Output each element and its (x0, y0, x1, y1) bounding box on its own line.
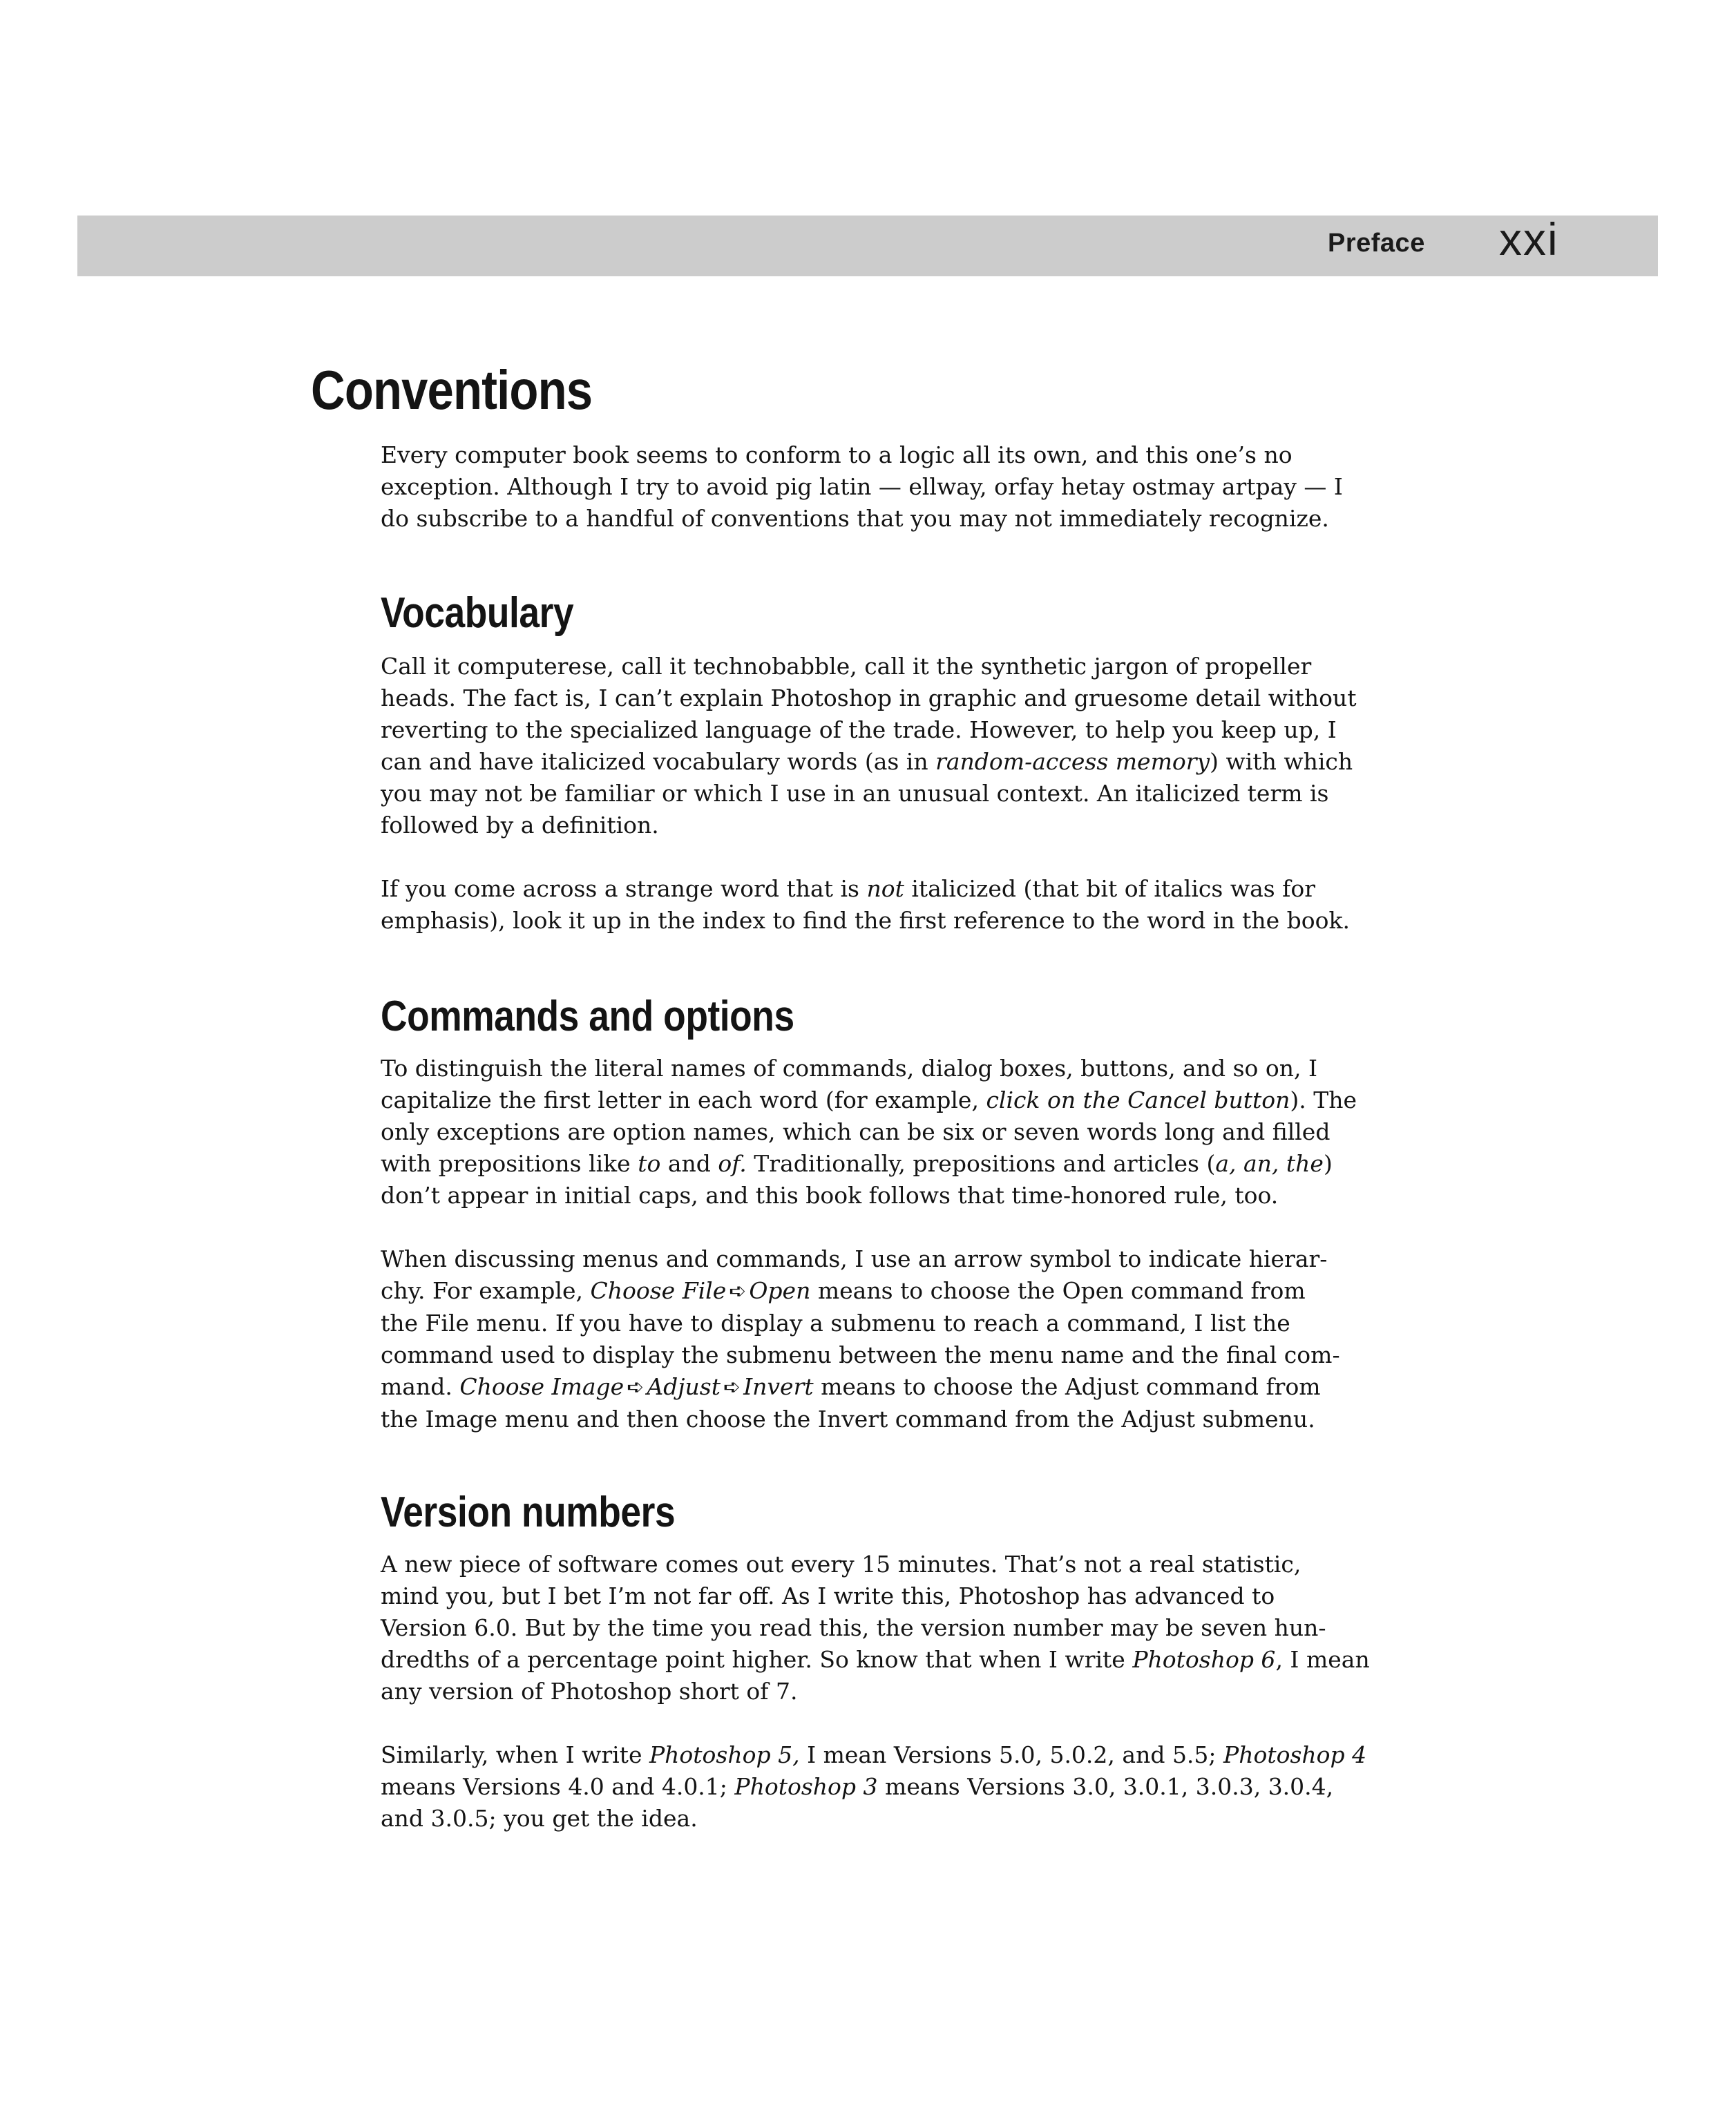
text-line: do subscribe to a handful of conventions that you may not immediately recognize. (381, 505, 1329, 532)
text-line: reverting to the specialized language of the trade. However, to help you keep up, I (381, 716, 1337, 743)
text-line: mind you, but I bet I’m not far off. As I write this, Photoshop has advanced to (381, 1582, 1275, 1609)
text-line: heads. The fact is, I can’t explain Photoshop in graphic and gruesome detail without (381, 685, 1357, 711)
text-line: When discussing menus and commands, I use an arrow symbol to indicate hierar- (381, 1245, 1328, 1272)
menu-arrow-icon: ➪ (723, 1375, 741, 1399)
running-header-section: Preface (1328, 229, 1425, 258)
vocabulary-paragraph-2 (381, 873, 1431, 937)
versions-paragraph-2 (381, 1739, 1431, 1835)
menu-arrow-icon: ➪ (729, 1279, 747, 1303)
version-numbers-heading: Version numbers (381, 1489, 676, 1536)
text-line: only exceptions are option names, which can be six or seven words long and filled (381, 1118, 1330, 1145)
text-line: followed by a definition. (381, 812, 659, 839)
chapter-section-title: Conventions (311, 359, 593, 421)
text-line: capitalize the first letter in each word (for example, click on the Cancel button). The (381, 1087, 1357, 1113)
text-line: the Image menu and then choose the Invert command from the Adjust submenu. (381, 1406, 1315, 1433)
text-line: If you come across a strange word that is not italicized (that bit of italics was for (381, 875, 1316, 902)
commands-heading: Commands and options (381, 993, 794, 1040)
commands-paragraph-2 (381, 1243, 1431, 1435)
text-line: chy. For example, Choose File ➪ Open means to choose the Open command from (381, 1275, 1431, 1308)
intro-paragraph (381, 439, 1431, 535)
text-line: don’t appear in initial caps, and this book follows that time-honored rule, too. (381, 1182, 1279, 1209)
text-line: To distinguish the literal names of commands, dialog boxes, buttons, and so on, I (381, 1055, 1318, 1082)
text-line: emphasis), look it up in the index to find the first reference to the word in the book. (381, 907, 1350, 934)
text-line: with prepositions like to and of. Traditionally, prepositions and articles (a, an, the) (381, 1150, 1333, 1177)
text-line: means Versions 4.0 and 4.0.1; Photoshop 3 means Versions 3.0, 3.0.1, 3.0.3, 3.0.4, (381, 1773, 1334, 1800)
text-line: Call it computerese, call it technobabble, call it the synthetic jargon of propeller (381, 653, 1312, 680)
text-line: exception. Although I try to avoid pig latin — ellway, orfay hetay ostmay artpay — I (381, 473, 1343, 500)
text-line: can and have italicized vocabulary words (as in random-access memory) with which (381, 748, 1353, 775)
text-line: dredths of a percentage point higher. So know that when I write Photoshop 6, I mean (381, 1646, 1370, 1673)
text-line: Every computer book seems to conform to a logic all its own, and this one’s no (381, 441, 1293, 468)
text-line: mand. Choose Image ➪ Adjust ➪ Invert means to choose the Adjust command from (381, 1371, 1431, 1404)
italic-term: random-access memory (935, 748, 1210, 775)
text-line: Similarly, when I write Photoshop 5, I mean Versions 5.0, 5.0.2, and 5.5; Photoshop 4 (381, 1741, 1367, 1768)
text-line: and 3.0.5; you get the idea. (381, 1805, 698, 1832)
commands-paragraph-1 (381, 1053, 1431, 1212)
menu-arrow-icon: ➪ (627, 1375, 645, 1399)
text-line: the File menu. If you have to display a submenu to reach a command, I list the (381, 1310, 1290, 1337)
vocabulary-paragraph-1 (381, 651, 1431, 841)
vocabulary-heading: Vocabulary (381, 589, 574, 637)
italic-example: click on the Cancel button (986, 1087, 1290, 1113)
versions-paragraph-1 (381, 1549, 1431, 1707)
text-line: A new piece of software comes out every 15 minutes. That’s not a real statistic, (381, 1551, 1301, 1578)
italic-emphasis: not (866, 875, 904, 902)
text-line: you may not be familiar or which I use in an unusual context. An italicized term is (381, 780, 1329, 807)
page-number: xxi (1499, 213, 1559, 265)
text-line: Version 6.0. But by the time you read this, the version number may be seven hun- (381, 1614, 1326, 1641)
text-line: any version of Photoshop short of 7. (381, 1678, 798, 1705)
text-line: command used to display the submenu between the menu name and the final com- (381, 1341, 1340, 1368)
